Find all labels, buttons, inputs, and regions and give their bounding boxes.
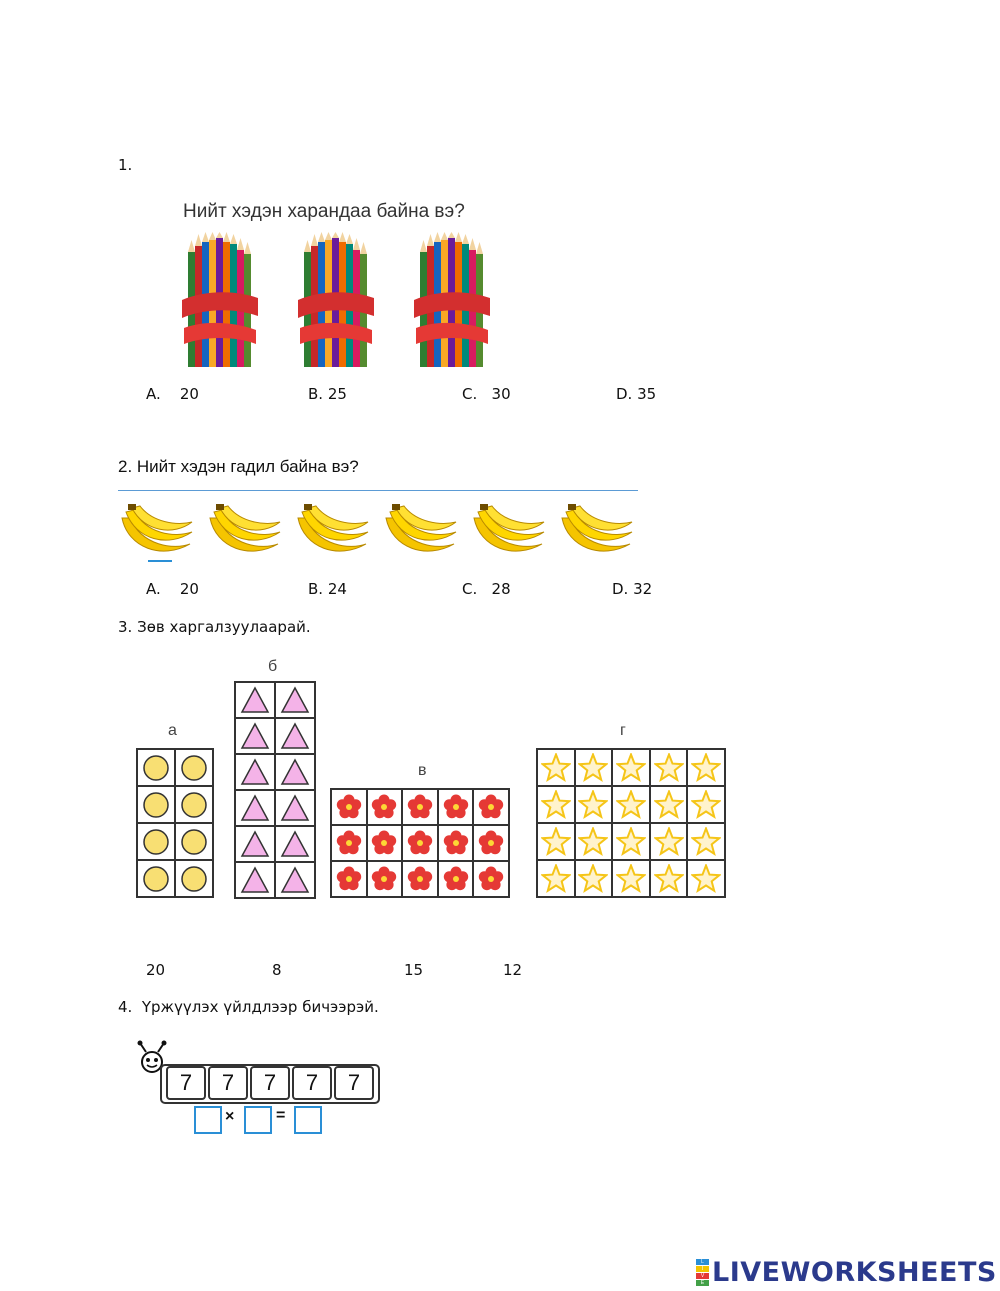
logo-block-e: E xyxy=(696,1280,709,1286)
circle-icon xyxy=(138,861,174,896)
logo-block-l: L xyxy=(696,1259,709,1265)
star-icon xyxy=(688,787,724,822)
q2-title: 2. Нийт хэдэн гадил байна вэ? xyxy=(118,457,359,476)
logo-blocks-icon xyxy=(696,1259,709,1286)
star-icon xyxy=(538,824,574,859)
match-number-3[interactable]: 15 xyxy=(404,961,424,979)
times-sign: × xyxy=(225,1108,235,1125)
triangle-icon xyxy=(276,791,314,825)
star-icon xyxy=(576,750,612,785)
star-icon xyxy=(651,750,687,785)
triangle-icon xyxy=(236,863,274,897)
flower-icon xyxy=(439,862,473,896)
triangle-icon xyxy=(276,719,314,753)
q1-option-a[interactable]: A. 20 xyxy=(146,385,199,403)
digit-box-4: 7 xyxy=(292,1066,332,1100)
pencil-bundle-3 xyxy=(412,232,492,377)
triangle-icon xyxy=(236,791,274,825)
flower-icon xyxy=(474,862,508,896)
flower-icon xyxy=(368,790,402,824)
flower-grid xyxy=(330,788,510,898)
star-icon xyxy=(538,750,574,785)
triangle-icon xyxy=(276,755,314,789)
star-icon xyxy=(688,750,724,785)
flower-icon xyxy=(439,790,473,824)
logo-text: LIVEWORKSHEETS xyxy=(712,1257,997,1288)
q2-option-c[interactable]: C. 28 xyxy=(462,580,511,598)
star-icon xyxy=(651,824,687,859)
star-icon xyxy=(576,824,612,859)
flower-icon xyxy=(332,790,366,824)
flower-icon xyxy=(403,826,437,860)
answer-box-1[interactable] xyxy=(194,1106,222,1134)
star-icon xyxy=(613,824,649,859)
label-a: а xyxy=(168,722,177,739)
logo-block-i: I xyxy=(696,1266,709,1272)
circle-icon xyxy=(176,824,212,859)
digit-box-5: 7 xyxy=(334,1066,374,1100)
flower-icon xyxy=(332,826,366,860)
circle-icon xyxy=(176,750,212,785)
star-icon xyxy=(688,861,724,896)
label-v: в xyxy=(418,762,427,779)
flower-icon xyxy=(368,826,402,860)
star-icon xyxy=(613,861,649,896)
q2-option-a[interactable]: A. 20 xyxy=(146,580,199,598)
answer-box-3[interactable] xyxy=(294,1106,322,1134)
flower-icon xyxy=(403,862,437,896)
triangle-icon xyxy=(236,755,274,789)
banana-row xyxy=(118,500,648,567)
digit-box-2: 7 xyxy=(208,1066,248,1100)
star-icon xyxy=(651,861,687,896)
circle-icon xyxy=(138,750,174,785)
flower-icon xyxy=(439,826,473,860)
flower-icon xyxy=(474,790,508,824)
circle-icon xyxy=(176,787,212,822)
star-icon xyxy=(688,824,724,859)
pencil-bundle-1 xyxy=(180,232,260,377)
match-number-4[interactable]: 12 xyxy=(503,961,523,979)
pencil-bundle-2 xyxy=(296,232,376,377)
match-number-2[interactable]: 8 xyxy=(272,961,282,979)
triangle-icon xyxy=(276,863,314,897)
q2-option-b[interactable]: B. 24 xyxy=(308,580,347,598)
circle-icon xyxy=(138,824,174,859)
q3-title: 3. Зөв харгалзуулаарай. xyxy=(118,618,311,636)
flower-icon xyxy=(332,862,366,896)
logo-block-v: V xyxy=(696,1273,709,1279)
star-icon xyxy=(613,787,649,822)
q2-underline xyxy=(148,560,172,562)
star-icon xyxy=(538,861,574,896)
star-icon xyxy=(651,787,687,822)
triangle-icon xyxy=(276,827,314,861)
flower-icon xyxy=(368,862,402,896)
triangle-icon xyxy=(236,683,274,717)
star-icon xyxy=(576,787,612,822)
q1-title: Нийт хэдэн харандаа байна вэ? xyxy=(183,201,465,222)
triangle-icon xyxy=(236,827,274,861)
match-number-1[interactable]: 20 xyxy=(146,961,166,979)
liveworksheets-logo xyxy=(696,1257,997,1288)
triangle-icon xyxy=(276,683,314,717)
q1-option-d[interactable]: D. 35 xyxy=(616,385,657,403)
q1-option-b[interactable]: B. 25 xyxy=(308,385,347,403)
q1-option-c[interactable]: C. 30 xyxy=(462,385,511,403)
star-icon xyxy=(538,787,574,822)
circle-grid xyxy=(136,748,214,898)
star-icon xyxy=(613,750,649,785)
triangle-icon xyxy=(236,719,274,753)
flower-icon xyxy=(403,790,437,824)
circle-icon xyxy=(138,787,174,822)
digit-box-3: 7 xyxy=(250,1066,290,1100)
q2-option-d[interactable]: D. 32 xyxy=(612,580,653,598)
equals-sign: = xyxy=(276,1107,286,1124)
digit-box-1: 7 xyxy=(166,1066,206,1100)
label-g: г xyxy=(620,722,626,739)
q2-divider xyxy=(118,490,638,491)
label-b: б xyxy=(268,658,278,675)
q1-number: 1. xyxy=(118,156,133,174)
star-grid xyxy=(536,748,726,898)
triangle-grid xyxy=(234,681,316,899)
answer-box-2[interactable] xyxy=(244,1106,272,1134)
circle-icon xyxy=(176,861,212,896)
q4-title: 4. Үржүүлэх үйлдлээр бичээрэй. xyxy=(118,998,379,1016)
star-icon xyxy=(576,861,612,896)
flower-icon xyxy=(474,826,508,860)
